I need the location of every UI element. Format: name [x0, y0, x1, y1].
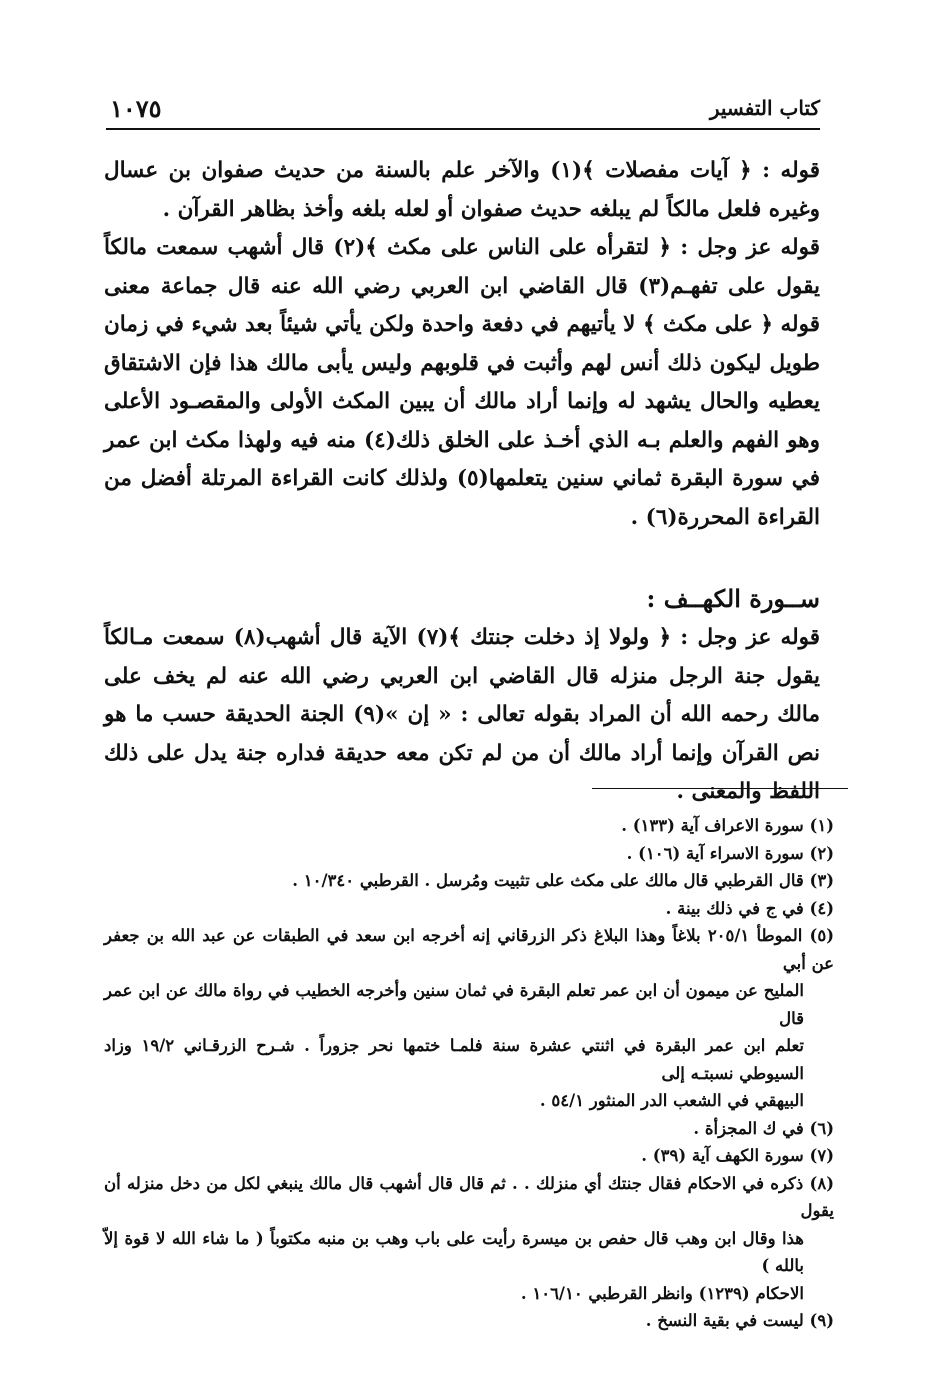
footnote-7: (٧) سورة الكهف آية (٣٩) . [641, 1146, 834, 1165]
section-paragraph: قوله عز وجل : ﴿ ولولا إذ دخلت جنتك ﴾(٧) الآية قال أشهب(٨) سمعت مـالكاً يقول جنة الرجل منزله قال القاضي ابن العربي رضي الله عنه لم يخف على مالك رحمه الله أن المراد بقوله تعالى : « إن »(٩) الجنة الحديقة حسب ما هو نص القرآن وإنما أراد مالك أن من لم تكن معه حديقة فداره جنة يدل على ذلك اللفظ والمعنى . [104, 625, 820, 804]
footnotes [104, 812, 834, 1335]
main-text [104, 152, 820, 812]
paragraph-1: قوله : ﴿ آيات مفصلات ﴾(١) والآخر علم بالسنة من حديث صفوان بن عسال وغيره فلعل مالكاً لم يبلغه حديث صفوان أو لعله بلغه وأخذ بظاهر القرآن . [104, 158, 821, 222]
header-rule [106, 128, 820, 130]
footnote-6: (٦) في ك المجزأة . [693, 1118, 834, 1138]
footnote-5-line-2: المليح عن ميمون أن ابن عمر تعلم البقرة في ثمان سنين وأخرجه الخطيب في رواة مالك عن ابن عمر قال [104, 981, 804, 1028]
footnote-8: (٨) ذكره في الاحكام فقال جنتك أي منزلك . . ثم قال قال أشهب قال مالك ينبغي لكل من دخل منزله أن يقول [104, 1173, 834, 1220]
page-number: ١٠٧٥ [110, 94, 162, 123]
paragraph-2: قوله عز وجل : ﴿ لتقرأه على الناس على مكث ﴾(٢) قال أشهب سمعت مالكاً يقول على تفهـم(٣) قال القاضي ابن العربي رضي الله عنه قال جماعة معنى قوله ﴿ على مكث ﴾ لا يأتيهم في دفعة واحدة ولكن يأتي شيئاً بعد شيء في زمان طويل ليكون ذلك أنس لهم وأثبت في قلوبهم وليس يأبى مالك هذا فإن الاشتقاق يعطيه والحال يشهد له وإنما أراد مالك أن يبين المكث الأولى والمقصـود الأعلى وهو الفهم والعلم بـه الذي أخـذ على الخلق ذلك(٤) منه فيه ولهذا مكث ابن عمر في سورة البقرة ثماني سنين يتعلمها(٥) ولذلك كانت القراءة المرتلة أفضل من القراءة المحررة(٦) . [104, 235, 820, 530]
section-heading: ســورة الكهــف : [646, 584, 820, 613]
footnote-8-line-3: الاحكام (١٢٣٩) وانظر القرطبي ١٠٦/١٠ . [520, 1283, 804, 1303]
section-gap [104, 537, 820, 579]
footnote-rule [592, 788, 848, 789]
footnote-5: (٥) الموطأ ٢٠٥/١ بلاغاً وهذا البلاغ ذكر الزرقاني إنه أخرجه ابن سعد في الطبقات عن عبد الله بن جعفر عن أبي [104, 926, 834, 973]
footnote-3: (٣) قال القرطبي قال مالك على مكث على تثبيت ومُرسل . القرطبي ١٠/٣٤٠ . [292, 871, 834, 890]
footnote-8-line-2: هذا وقال ابن وهب قال حفص بن ميسرة رأيت على باب وهب بن منبه مكتوباً ( ما شاء الله لا قوة إلاّ بالله ) [104, 1228, 804, 1275]
header-title: كتاب التفسير [709, 96, 820, 120]
footnote-5-line-3: تعلم ابن عمر البقرة في اثنتي عشرة سنة فلمـا ختمها نحر جزوراً . شـرح الزرقـاني ١٩/٢ وزاد السيوطي نسبتـه إلى [104, 1036, 804, 1083]
footnote-2: (٢) سورة الاسراء آية (١٠٦) . [626, 843, 834, 863]
footnote-5-line-4: البيهقي في الشعب الدر المنثور ٥٤/١ . [539, 1091, 804, 1110]
footnote-9: (٩) ليست في بقية النسخ . [645, 1311, 834, 1330]
running-header [110, 92, 820, 128]
footnote-4: (٤) في ج في ذلك بينة . [665, 898, 834, 918]
footnote-1: (١) سورة الاعراف آية (١٣٣) . [621, 816, 834, 835]
